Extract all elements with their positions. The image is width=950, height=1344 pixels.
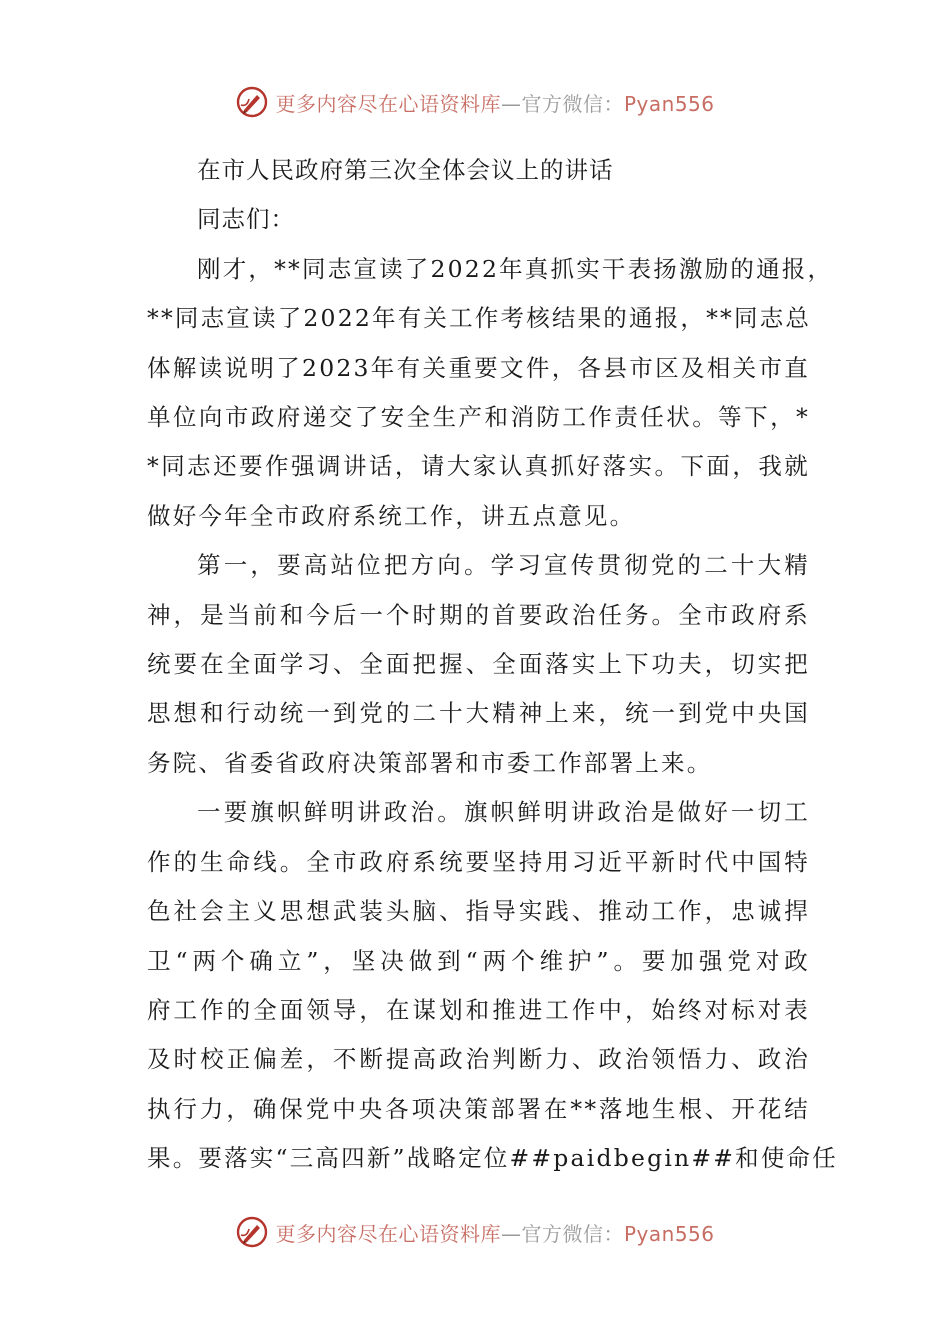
paragraph-3	[147, 788, 838, 1183]
paragraph-1	[147, 245, 834, 541]
watermark-dash: —	[500, 91, 522, 116]
paragraph-line: 体解读说明了2023年有关重要文件，各县市区及相关市直	[147, 353, 810, 382]
watermark-header	[0, 82, 950, 122]
salutation: 同志们：	[197, 205, 295, 234]
watermark-main: 更多内容尽在心语资料库	[275, 91, 501, 116]
paragraph-line: 一要旗帜鲜明讲政治。旗帜鲜明讲政治是做好一切工	[197, 798, 810, 827]
paragraph-2	[147, 541, 810, 788]
document-body	[147, 146, 838, 1184]
paragraph-line: *同志还要作强调讲话，请大家认真抓好落实。下面，我就	[147, 452, 810, 481]
watermark-id: Pyan556	[623, 1221, 715, 1246]
pen-logo-icon	[235, 1215, 269, 1249]
paragraph-line: 果。要落实“三高四新”战略定位##paidbegin##和使命任	[147, 1144, 838, 1173]
paragraph-line: 单位向市政府递交了安全生产和消防工作责任状。等下，*	[147, 403, 810, 432]
watermark-text	[275, 1218, 714, 1247]
paragraph-line: 卫“两个确立”，坚决做到“两个维护”。要加强党对政	[147, 946, 810, 975]
paragraph-line: 做好今年全市政府系统工作，讲五点意见。	[147, 501, 636, 530]
paragraph-line: 府工作的全面领导，在谋划和推进工作中，始终对标对表	[147, 995, 810, 1024]
paragraph-line: 务院、省委省政府决策部署和市委工作部署上来。	[147, 748, 713, 777]
paragraph-line: 作的生命线。全市政府系统要坚持用习近平新时代中国特	[147, 847, 810, 876]
document-title: 在市人民政府第三次全体会议上的讲话	[197, 156, 614, 184]
paragraph-line: 及时校正偏差，不断提高政治判断力、政治领悟力、政治	[147, 1045, 810, 1074]
pen-logo-icon	[235, 85, 269, 119]
watermark-sub: 官方微信：	[521, 91, 624, 116]
paragraph-line: 思想和行动统一到党的二十大精神上来，统一到党中央国	[147, 699, 810, 728]
watermark-text	[275, 88, 714, 117]
paragraph-line: 统要在全面学习、全面把握、全面落实上下功夫，切实把	[147, 650, 810, 679]
watermark-dash: —	[500, 1221, 522, 1246]
watermark-sub: 官方微信：	[521, 1221, 624, 1246]
paragraph-line: 色社会主义思想武装头脑、指导实践、推动工作，忠诚捍	[147, 897, 810, 926]
paragraph-line: 刚才，**同志宣读了2022年真抓实干表扬激励的通报，	[197, 254, 834, 283]
paragraph-line: 第一，要高站位把方向。学习宣传贯彻党的二十大精	[197, 551, 810, 580]
watermark-main: 更多内容尽在心语资料库	[275, 1221, 501, 1246]
watermark-footer	[0, 1212, 950, 1252]
paragraph-line: **同志宣读了2022年有关工作考核结果的通报，**同志总	[147, 304, 812, 333]
paragraph-line: 执行力，确保党中央各项决策部署在**落地生根、开花结	[147, 1094, 810, 1123]
watermark-id: Pyan556	[623, 91, 715, 116]
paragraph-line: 神，是当前和今后一个时期的首要政治任务。全市政府系	[147, 600, 810, 629]
